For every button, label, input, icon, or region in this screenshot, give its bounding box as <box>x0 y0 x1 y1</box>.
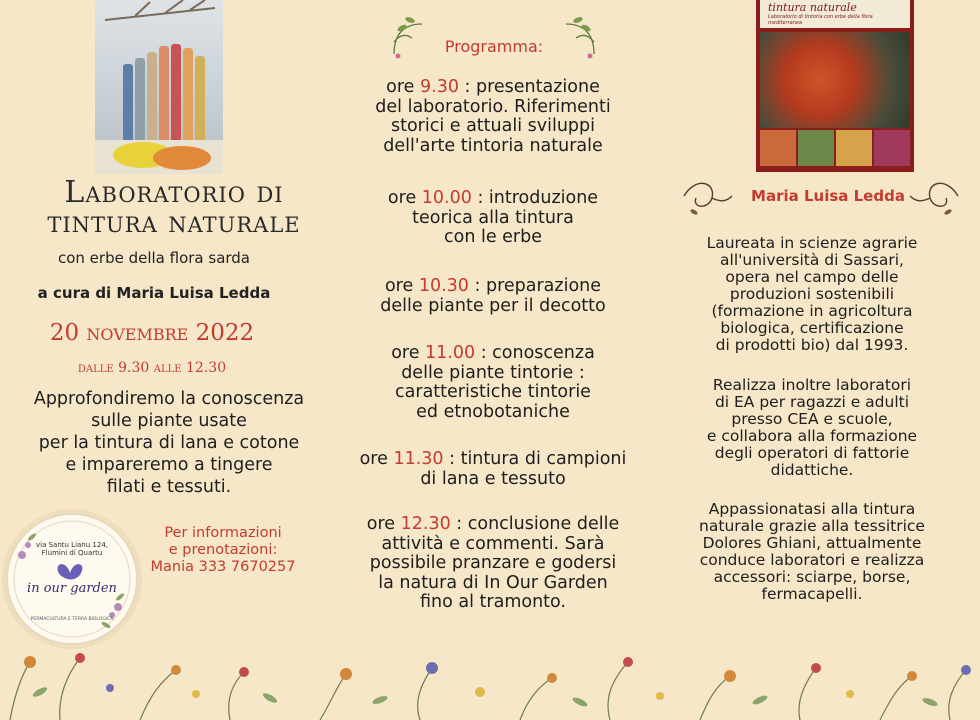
program-line: ed etnobotaniche <box>416 401 570 422</box>
program-line: : introduzione <box>471 188 599 208</box>
book-cover-image <box>760 32 910 128</box>
bio-line: Realizza inoltre laboratori <box>712 376 912 394</box>
title-line-1: Laboratorio di <box>64 175 284 210</box>
curator-line: a cura di Maria Luisa Ledda <box>37 284 271 302</box>
bio-line: accessori: sciarpe, borse, <box>713 568 911 586</box>
title-line-2: tintura naturale <box>47 205 301 240</box>
bio-line: e collabora alla formazione <box>706 427 918 445</box>
intro-line: e impareremo a tingere <box>65 455 273 475</box>
program-line: con le erbe <box>443 227 542 247</box>
intro-line: sulle piante usate <box>91 411 247 431</box>
bio-line: di EA per ragazzi e adulti <box>714 393 910 411</box>
time-prefix: ore <box>359 449 394 469</box>
contact-line: Per informazioni <box>164 525 282 541</box>
intro-line: per la tintura di lana e cotone <box>38 433 300 453</box>
program-item-6 <box>318 515 668 613</box>
bio-line: di prodotti bio) dal 1993. <box>715 336 909 354</box>
program-item-head <box>310 450 676 470</box>
program-line: : preparazione <box>468 276 602 296</box>
book-thumb <box>798 130 834 166</box>
intro-line: Approfondiremo la conoscenza <box>33 389 305 409</box>
bio-paragraph-3 <box>666 501 958 603</box>
bio-line: (formazione in agricoltura <box>711 302 913 320</box>
program-time: 10.00 <box>421 188 472 208</box>
program-line: fino al tramonto. <box>420 592 566 612</box>
program-line: : presentazione <box>458 77 600 97</box>
bio-line: fermacapelli. <box>761 585 863 603</box>
program-line: delle piante tintorie : <box>401 362 585 383</box>
intro-line: filati e tessuti. <box>106 477 232 497</box>
bio-line: all'università di Sassari, <box>720 251 904 269</box>
bio-line: presso CEA e scuole, <box>731 410 893 428</box>
program-time: 9.30 <box>420 77 459 97</box>
program-line: teorica alla tintura <box>412 207 574 228</box>
time-prefix: ore <box>387 188 422 208</box>
bio-line: conduce laboratori e realizza <box>699 551 925 569</box>
program-time: 11.30 <box>393 449 444 469</box>
program-item-head <box>318 515 668 535</box>
program-time: 12.30 <box>400 514 451 534</box>
event-date: 20 novembre 2022 <box>49 320 255 346</box>
program-line: dell'arte tintoria naturale <box>383 135 603 156</box>
logo-address-line: via Santu Lianu 124, <box>36 541 108 549</box>
program-line: possibile pranzare e godersi <box>369 553 617 573</box>
bio-line: Dolores Ghiani, attualmente <box>702 534 922 552</box>
program-item-head <box>318 78 668 98</box>
contact-info <box>138 525 308 576</box>
program-time: 11.00 <box>425 343 476 363</box>
program-time: 10.30 <box>418 276 469 296</box>
logo-tagline: PERMACULTURA E TERRA BIOLOGICA <box>30 617 114 622</box>
program-line: : tintura di campioni <box>443 449 627 469</box>
time-prefix: ore <box>384 276 419 296</box>
bio-line: biologica, certificazione <box>720 319 904 337</box>
bio-line: naturale grazie alla tessitrice <box>699 517 925 535</box>
program-line: del laboratorio. Riferimenti <box>375 96 611 117</box>
time-prefix: ore <box>386 77 420 97</box>
workshop-subtitle: con erbe della flora sarda <box>57 249 251 267</box>
book-cover <box>756 0 914 172</box>
event-time: dalle 9.30 alle 12.30 <box>77 360 227 376</box>
book-thumb <box>874 130 910 166</box>
bio-line: opera nel campo delle <box>725 268 899 286</box>
logo-address <box>22 541 122 557</box>
logo-address-line: Flumini di Quartu <box>41 549 103 557</box>
time-prefix: ore <box>391 343 426 363</box>
book-title: tintura naturale <box>768 1 857 14</box>
bio-line: degli operatori di fattorie <box>714 444 910 462</box>
bio-paragraph-1 <box>666 235 958 354</box>
program-item-head <box>318 277 668 297</box>
bio-line: Laureata in scienze agrarie <box>706 234 918 252</box>
program-line: attività e commenti. Sarà <box>381 533 605 554</box>
author-name: Maria Luisa Ledda <box>751 187 905 205</box>
program-line: storici e attuali sviluppi <box>390 116 596 136</box>
intro-text <box>0 388 338 498</box>
book-thumb <box>760 130 796 166</box>
bio-paragraph-2 <box>666 377 958 479</box>
workshop-title <box>14 175 334 240</box>
program-line: : conclusione delle <box>450 514 620 534</box>
floral-footer <box>0 648 980 720</box>
program-item-5 <box>310 450 676 489</box>
contact-phone: Mania 333 7670257 <box>150 559 296 575</box>
logo-name: in our garden <box>27 581 117 596</box>
program-line: di lana e tessuto <box>420 468 566 489</box>
program-title: Programma: <box>444 37 544 56</box>
program-line: la natura di In Our Garden <box>378 572 608 593</box>
book-subtitle: Laboratorio di tintoria con erbe della flora mediterranea <box>768 14 873 26</box>
dyed-scarves-photo <box>95 0 223 174</box>
bio-line: didattiche. <box>770 461 854 479</box>
program-item-head <box>318 189 668 209</box>
program-item-4 <box>318 344 668 422</box>
in-our-garden-logo <box>6 513 138 645</box>
program-item-2 <box>318 189 668 248</box>
bio-line: produzioni sostenibili <box>729 285 895 303</box>
program-item-3 <box>318 277 668 316</box>
bio-line: Appassionatasi alla tintura <box>708 500 916 518</box>
program-item-1 <box>318 78 668 156</box>
book-header <box>760 0 910 28</box>
program-line: delle piante per il decotto <box>380 295 606 316</box>
program-line: : conoscenza <box>475 343 595 363</box>
book-thumb <box>836 130 872 166</box>
program-item-head <box>318 344 668 364</box>
program-line: caratteristiche tintorie <box>395 382 591 402</box>
time-prefix: ore <box>366 514 401 534</box>
contact-line: e prenotazioni: <box>168 542 278 558</box>
